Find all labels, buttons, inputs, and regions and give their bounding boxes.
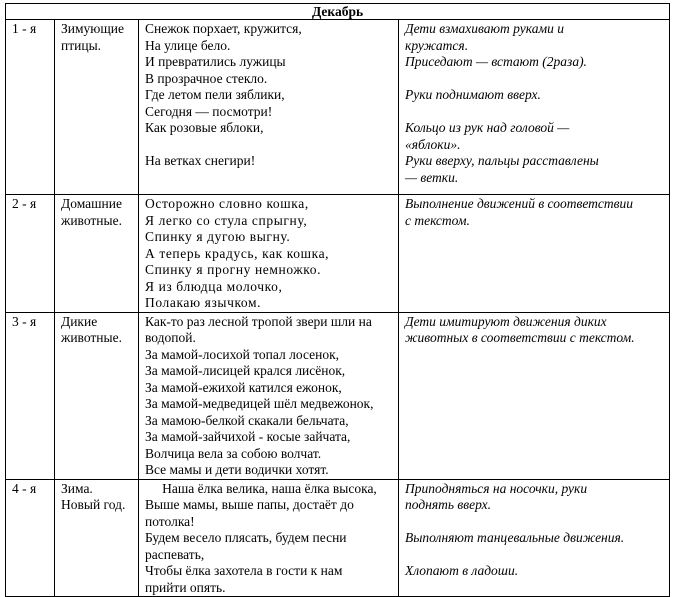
topic-line: Зима. <box>61 480 93 496</box>
movement-line: Кольцо из рук над головой — <box>405 120 570 135</box>
movement-line: животных в соответствии с текстом. <box>405 330 635 345</box>
poem-line: За мамой-медведицей шёл медвежонок, <box>145 396 374 411</box>
poem-gap <box>145 137 394 154</box>
poem-line: За мамой-ежихой катился ежонок, <box>145 379 342 395</box>
poem-line: Спинку я прогну немножко. <box>145 262 322 277</box>
movement-gap <box>405 104 665 121</box>
poem-line: Спинку я дугою выгну. <box>145 229 291 244</box>
poem-cell <box>139 312 399 479</box>
poem-line: За мамой-лисицей крался лисёнок, <box>145 363 346 378</box>
poem-cell <box>139 479 399 597</box>
movement-line: Дети имитируют движения диких <box>405 313 607 329</box>
table-row <box>6 195 670 313</box>
table-row <box>6 20 670 195</box>
movement-line: Выполнение движений в соответствии <box>405 196 633 211</box>
movement-line: Приподняться на носочки, руки <box>405 480 588 496</box>
poem-line: За мамою-белкой скакали бельчата, <box>145 412 349 428</box>
topic-cell <box>55 20 139 195</box>
poem-line: Снежок порхает, кружится, <box>145 21 302 36</box>
poem-line: Где летом пели зяблики, <box>145 87 285 102</box>
poem-cell <box>139 20 399 195</box>
week-cell: 2 - я <box>6 195 55 313</box>
poem-line: распевать, <box>145 546 205 562</box>
december-exercise-table <box>5 3 670 597</box>
topic-cell <box>55 195 139 313</box>
topic-line: Зимующие <box>61 21 124 36</box>
poem-line: И превратились лужицы <box>145 54 286 69</box>
poem-line: За мамой-лосихой топал лосенок, <box>145 346 340 362</box>
poem-line: Я из блюдца молочко, <box>145 278 283 294</box>
movement-line: — ветки. <box>405 169 459 185</box>
poem-line: На улице бело. <box>145 37 231 53</box>
table-title: Декабрь <box>6 4 670 20</box>
poem-line: Как-то раз лесной тропой звери шли на <box>145 313 372 329</box>
poem-line: Сегодня — посмотри! <box>145 103 273 119</box>
topic-cell <box>55 479 139 597</box>
topic-cell <box>55 312 139 479</box>
topic-line: животные. <box>61 212 122 228</box>
movement-gap <box>405 547 665 564</box>
poem-line: Волчица вела за собою волчат. <box>145 445 322 461</box>
movement-cell <box>399 312 670 479</box>
poem-line: Наша ёлка велика, наша ёлка высока, <box>162 480 377 496</box>
table-row <box>6 312 670 479</box>
movement-line: с текстом. <box>405 212 470 228</box>
poem-line: Будем весело плясать, будем песни <box>145 530 347 545</box>
poem-line: Полакаю язычком. <box>145 295 262 310</box>
movement-cell <box>399 195 670 313</box>
poem-line: Осторожно словно кошка, <box>145 196 309 211</box>
week-cell: 1 - я <box>6 20 55 195</box>
movement-line: Приседают — встают (2раза). <box>405 54 587 69</box>
table-header-row <box>6 4 670 20</box>
movement-gap <box>405 514 665 531</box>
poem-line: Все мамы и дети водички хотят. <box>145 462 329 477</box>
movement-line: Дети взмахивают руками и <box>405 21 564 36</box>
poem-line: Как розовые яблоки, <box>145 120 264 135</box>
poem-cell <box>139 195 399 313</box>
movement-line: Выполняют танцевальные движения. <box>405 530 625 545</box>
poem-line: прийти опять. <box>145 579 226 595</box>
week-cell: 4 - я <box>6 479 55 597</box>
poem-line: На ветках снегири! <box>145 153 256 168</box>
poem-line: Выше мамы, выше папы, достаёт до <box>145 497 354 512</box>
movement-line: Руки поднимают вверх. <box>405 87 541 102</box>
movement-line: «яблоки». <box>405 136 461 152</box>
topic-line: птицы. <box>61 37 102 53</box>
table-row <box>6 479 670 597</box>
topic-line: Домашние <box>61 196 122 211</box>
poem-line: А теперь крадусь, как кошка, <box>145 245 330 261</box>
poem-line: водопой. <box>145 330 196 345</box>
poem-line: За мамой-зайчихой - косые зайчата, <box>145 429 351 444</box>
poem-line: потолка! <box>145 513 195 529</box>
week-cell: 3 - я <box>6 312 55 479</box>
movement-line: поднять вверх. <box>405 497 491 512</box>
poem-line: Чтобы ёлка захотела в гости к нам <box>145 563 343 578</box>
topic-line: Дикие <box>61 313 98 329</box>
movement-line: Руки вверху, пальцы расставлены <box>405 153 599 168</box>
poem-line: Я легко со стула спрыгну, <box>145 212 308 228</box>
movement-gap <box>405 71 665 88</box>
poem-line: В прозрачное стекло. <box>145 70 268 86</box>
topic-line: Новый год. <box>61 497 126 512</box>
topic-line: животные. <box>61 330 122 345</box>
movement-line: кружатся. <box>405 37 469 53</box>
movement-cell <box>399 20 670 195</box>
movement-cell <box>399 479 670 597</box>
movement-line: Хлопают в ладоши. <box>405 563 519 578</box>
